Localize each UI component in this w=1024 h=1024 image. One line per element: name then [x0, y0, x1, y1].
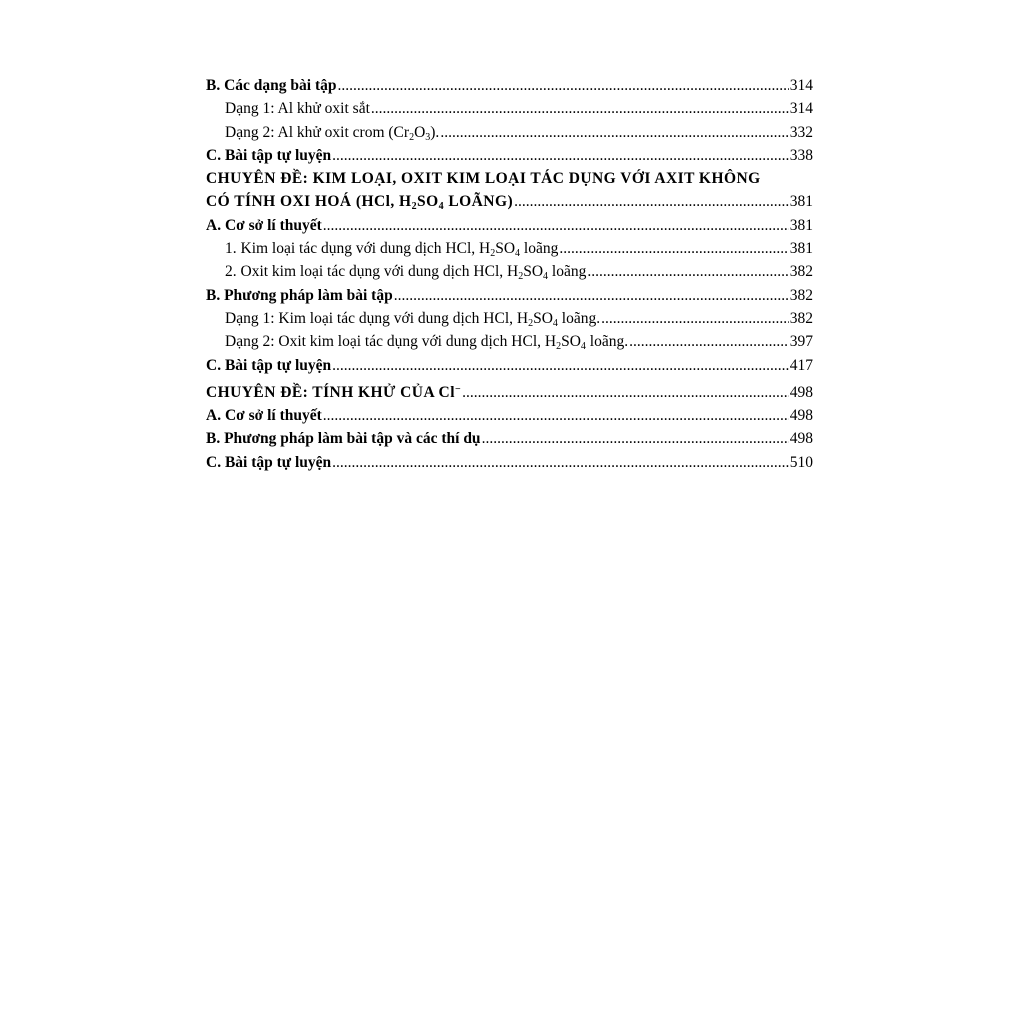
dot-leader	[394, 284, 789, 307]
toc-entry-title: C. Bài tập tự luyện	[206, 146, 332, 164]
toc-entry-title: A. Cơ sở lí thuyết	[206, 407, 322, 425]
title-text: 1. Kim loại tác dụng với dung dịch HCl, H	[225, 240, 491, 258]
title-text: 2. Oxit kim loại tác dụng với dung dịch HCl, H	[225, 263, 519, 281]
dot-leader	[587, 260, 788, 283]
toc-entry-c-bai-tap-tu-luyen-3[interactable]	[206, 451, 813, 474]
toc-entry-page: 332	[789, 123, 813, 141]
toc-entry-page: 381	[789, 216, 813, 234]
toc-entry-dang-2-al-khu-oxit-crom[interactable]	[206, 121, 813, 144]
toc-entry-title	[225, 307, 600, 330]
toc-entry-title	[225, 121, 439, 144]
toc-chapter-tinh-khu-cua-cl[interactable]	[206, 381, 813, 404]
toc-entry-title: B. Các dạng bài tập	[206, 77, 337, 94]
title-text: Dạng 2: Oxit kim loại tác dụng với dung dịch HCl, H	[225, 333, 557, 351]
toc-entry-c-bai-tap-tu-luyen-2[interactable]	[206, 354, 813, 377]
dot-leader	[514, 190, 789, 213]
subscript: 2	[528, 317, 534, 329]
toc-entry-c-bai-tap-tu-luyen[interactable]	[206, 144, 813, 167]
toc-entry-title: B. Phương pháp làm bài tập	[206, 286, 393, 304]
toc-chapter-kim-loai-oxit[interactable]	[206, 167, 813, 214]
subscript: 4	[515, 248, 521, 260]
subscript: 2	[556, 341, 562, 353]
title-text: SO	[495, 240, 516, 258]
title-text: ).	[430, 123, 440, 141]
toc-entry-title	[225, 237, 558, 260]
toc-entry-a-co-so-li-thuyet[interactable]	[206, 214, 813, 237]
toc-entry-title: C. Bài tập tự luyện	[206, 356, 332, 374]
dot-leader	[440, 121, 788, 144]
chapter-title-line-2	[206, 190, 513, 213]
dot-leader	[462, 381, 789, 404]
dot-leader	[559, 237, 788, 260]
title-text: SO	[533, 309, 553, 327]
title-text: SO	[417, 193, 439, 211]
toc-entry-page: 498	[789, 430, 813, 448]
title-text: Dạng 1: Kim loại tác dụng với dung dịch HCl, H	[225, 309, 529, 327]
subscript: 2	[490, 248, 496, 260]
dot-leader	[332, 144, 789, 167]
title-text: loãng	[548, 263, 587, 281]
toc-entry-page: 397	[789, 333, 813, 351]
toc-entry-page: 382	[789, 286, 813, 304]
toc-entry-page: 498	[789, 383, 813, 401]
toc-entry-page: 417	[789, 356, 813, 374]
dot-leader	[371, 97, 789, 120]
toc-entry-b-phuong-phap-lam-bai-tap[interactable]	[206, 284, 813, 307]
title-text: loãng.	[585, 333, 629, 351]
title-text: Dạng 2: Al khử oxit crom (Cr	[225, 123, 410, 141]
toc-entry-title: B. Phương pháp làm bài tập và các thí dụ	[206, 430, 481, 448]
toc-entry-page: 338	[789, 146, 813, 164]
title-text: LOÃNG)	[444, 193, 514, 211]
toc-entry-title	[225, 260, 586, 283]
subscript: 4	[552, 317, 558, 329]
toc-entry-title: C. Bài tập tự luyện	[206, 453, 332, 471]
dot-leader	[332, 354, 789, 377]
title-text: O	[414, 123, 426, 141]
title-text: CHUYÊN ĐỀ: TÍNH KHỬ CỦA Cl	[206, 383, 455, 401]
superscript: −	[454, 383, 462, 395]
toc-entry-b-cac-dang-bai-tap[interactable]	[206, 74, 813, 97]
subscript: 4	[438, 201, 445, 213]
toc-entry-page: 381	[789, 193, 813, 211]
dot-leader	[629, 330, 789, 353]
table-of-contents	[206, 74, 813, 474]
title-text: SO	[561, 333, 581, 351]
toc-entry-2-oxit-kim-loai-tac-dung[interactable]	[206, 260, 813, 283]
toc-entry-page: 382	[789, 263, 813, 281]
title-text: SO	[523, 263, 544, 281]
toc-entry-page: 314	[789, 100, 813, 118]
title-text: CÓ TÍNH OXI HOÁ (HCl, H	[206, 193, 412, 211]
toc-entry-a-co-so-li-thuyet-3[interactable]	[206, 404, 813, 427]
toc-entry-title: Dạng 1: Al khử oxit sắt	[225, 100, 370, 118]
subscript: 2	[411, 201, 418, 213]
dot-leader	[482, 427, 789, 450]
toc-entry-title	[225, 330, 628, 353]
subscript: 2	[518, 271, 524, 283]
toc-entry-1-kim-loai-tac-dung[interactable]	[206, 237, 813, 260]
toc-entry-page: 498	[789, 407, 813, 425]
toc-entry-dang-2-oxit-kim-loai[interactable]	[206, 330, 813, 353]
dot-leader	[323, 404, 789, 427]
dot-leader	[601, 307, 789, 330]
subscript: 4	[580, 341, 586, 353]
toc-entry-page: 382	[789, 309, 813, 327]
subscript: 3	[425, 131, 431, 143]
toc-entry-b-phuong-phap-va-thi-du[interactable]	[206, 427, 813, 450]
title-text: loãng.	[557, 309, 601, 327]
toc-entry-title	[206, 381, 461, 404]
toc-entry-dang-1-al-khu-oxit-sat[interactable]	[206, 97, 813, 120]
title-text: loãng	[520, 240, 559, 258]
chapter-title-line-1: CHUYÊN ĐỀ: KIM LOẠI, OXIT KIM LOẠI TÁC DỤNG VỚI AXIT KHÔNG	[206, 170, 761, 188]
toc-entry-dang-1-kim-loai[interactable]	[206, 307, 813, 330]
subscript: 2	[409, 131, 415, 143]
toc-entry-page: 510	[789, 453, 813, 471]
toc-entry-page: 314	[789, 77, 813, 94]
dot-leader	[332, 451, 789, 474]
dot-leader	[323, 214, 789, 237]
dot-leader	[338, 74, 789, 97]
toc-entry-page: 381	[789, 240, 813, 258]
toc-entry-title: A. Cơ sở lí thuyết	[206, 216, 322, 234]
subscript: 4	[543, 271, 549, 283]
